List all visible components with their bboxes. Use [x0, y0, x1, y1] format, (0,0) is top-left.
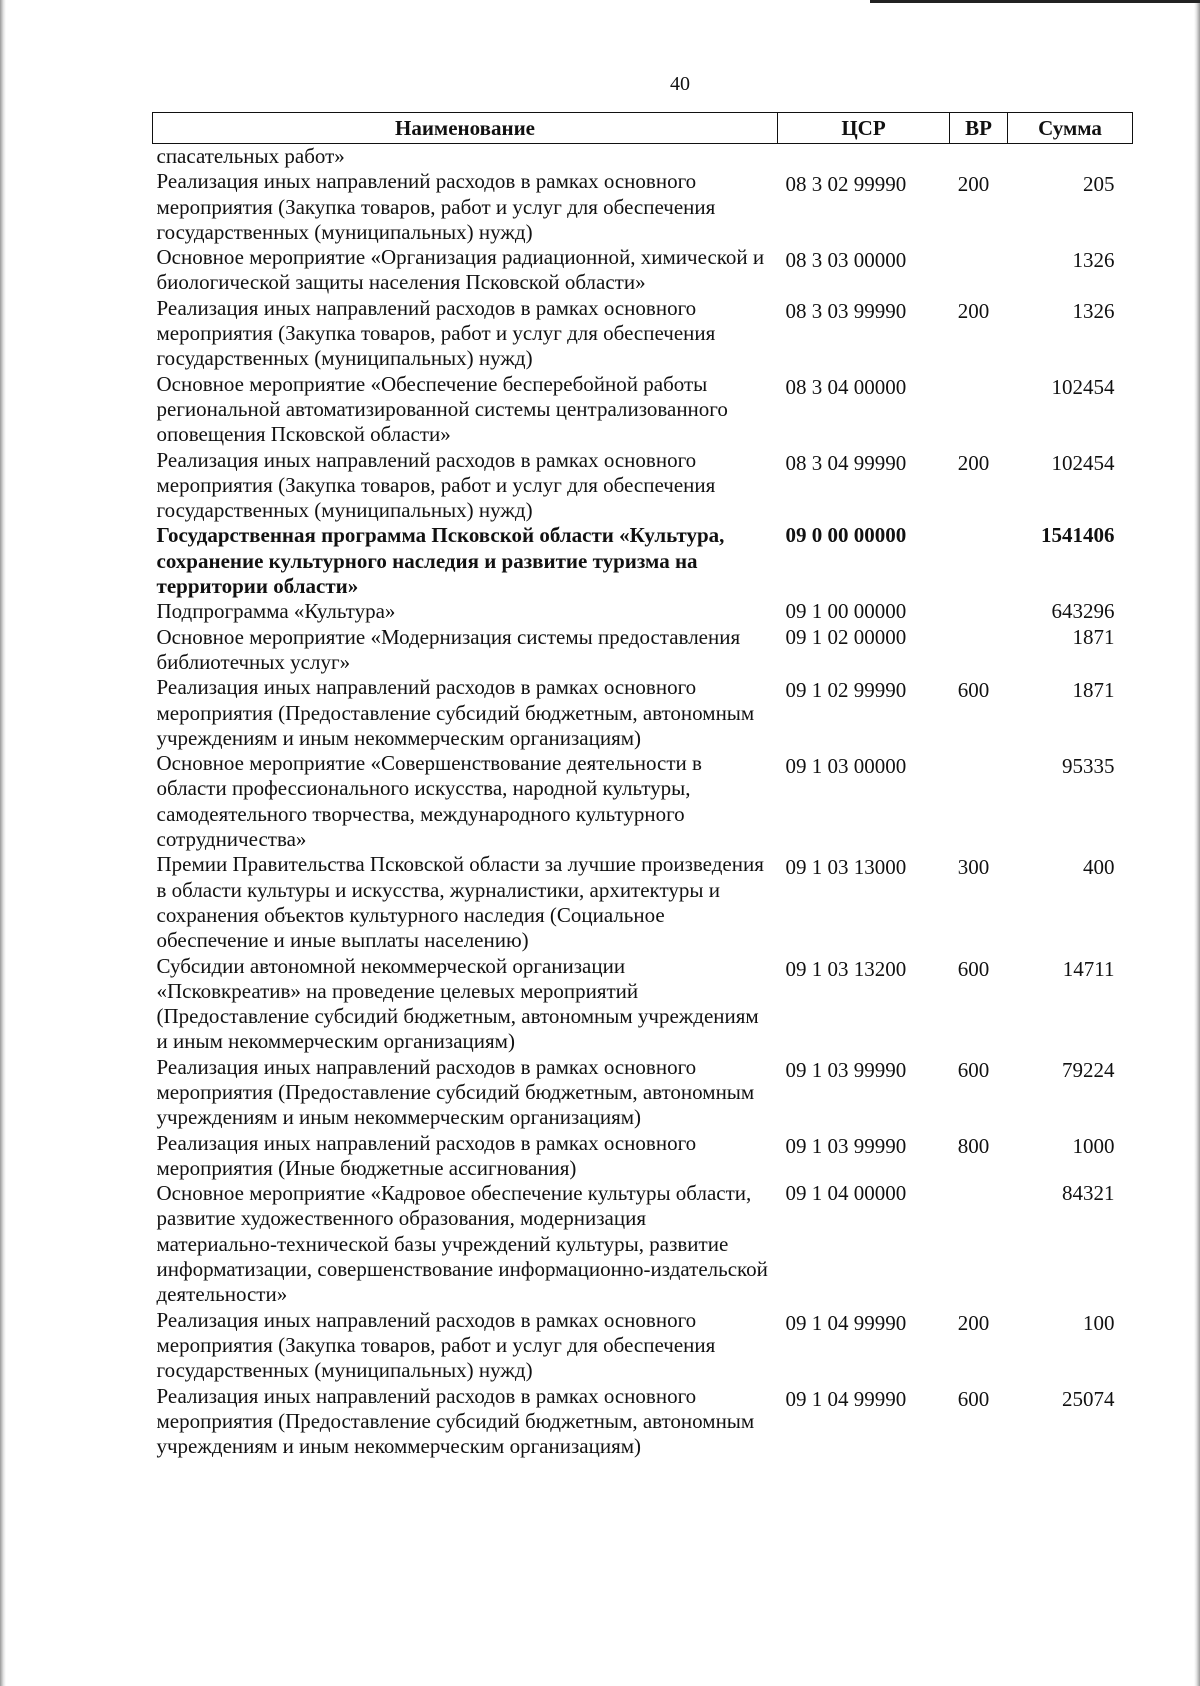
table-row	[153, 675, 1133, 751]
table-row	[153, 625, 1133, 676]
scan-edge-left	[0, 0, 6, 1686]
row-csr-cell: 09 1 00 00000	[785, 599, 907, 624]
row-csr-cell: 09 0 00 00000	[785, 523, 907, 548]
row-name-cell: Реализация иных направлений расходов в рамках основного мероприятия (Закупка товаров, работ и услуг для обеспечения государственных (муниципальных) нужд)	[156, 295, 716, 371]
row-vr-cell: 600	[957, 678, 990, 703]
scan-edge-right	[1194, 0, 1200, 1686]
row-csr-cell: 09 1 02 00000	[785, 624, 907, 649]
row-name-cell: Премии Правительства Псковской области за лучшие произведения в области культуры и искусства, журналистики, архитектуры и сохранения объектов культурного наследия (Социальное обеспечение и иные выплаты населению)	[156, 852, 764, 953]
row-csr-cell: 09 1 04 99990	[785, 1386, 907, 1411]
row-sum-cell: 1000	[1072, 1133, 1115, 1158]
row-name-cell: Основное мероприятие «Совершенствование деятельности в области профессионального искусства, народной культуры, самодеятельного творчества, международного культурного сотрудничества»	[156, 751, 702, 852]
table-row	[153, 169, 1133, 245]
table-row	[153, 599, 1133, 624]
row-name-cell: спасательных работ»	[156, 144, 345, 168]
row-name-cell: Реализация иных направлений расходов в рамках основного мероприятия (Предоставление субсидий бюджетным, автономным учреждениям и иным некоммерческим организациям)	[156, 675, 755, 750]
row-csr-cell: 08 3 04 00000	[785, 374, 907, 399]
row-csr-cell: 09 1 04 99990	[785, 1310, 907, 1335]
page-number: 40	[670, 73, 690, 95]
row-csr-cell: 09 1 03 00000	[785, 754, 907, 779]
row-sum-cell: 25074	[1062, 1386, 1115, 1411]
table-row	[153, 1181, 1133, 1307]
row-vr-cell: 800	[957, 1133, 990, 1158]
row-sum-cell: 400	[1083, 855, 1115, 880]
row-csr-cell: 09 1 03 13200	[785, 956, 907, 981]
row-name-cell: Реализация иных направлений расходов в рамках основного мероприятия (Предоставление субсидий бюджетным, автономным учреждениям и иным некоммерческим организациям)	[156, 1054, 755, 1130]
row-sum-cell: 643296	[1051, 599, 1115, 624]
table-row	[153, 245, 1133, 296]
table-row	[153, 372, 1133, 448]
table-row	[153, 296, 1133, 372]
row-name-cell: Реализация иных направлений расходов в рамках основного мероприятия (Закупка товаров, работ и услуг для обеспечения государственных (муниципальных) нужд)	[156, 169, 716, 244]
row-csr-cell: 08 3 03 99990	[785, 298, 907, 323]
row-vr-cell	[950, 523, 1008, 599]
row-vr-cell	[950, 144, 1008, 170]
row-sum-cell: 1541406	[1041, 523, 1115, 548]
row-csr-cell: 09 1 03 99990	[785, 1133, 907, 1158]
row-csr-cell: 09 1 02 99990	[785, 678, 907, 703]
header-sum: Сумма	[1008, 113, 1133, 144]
table-row	[153, 144, 1133, 170]
row-vr-cell	[950, 625, 1008, 676]
row-sum-cell: 1326	[1072, 298, 1115, 323]
row-vr-cell: 600	[957, 956, 990, 981]
row-sum-cell: 79224	[1062, 1057, 1115, 1082]
scan-edge-top	[870, 0, 1200, 3]
row-vr-cell	[950, 1181, 1008, 1307]
row-vr-cell	[950, 751, 1008, 852]
row-csr-cell: 09 1 04 00000	[785, 1181, 907, 1206]
row-sum-cell: 205	[1083, 172, 1115, 197]
header-csr: ЦСР	[778, 113, 950, 144]
row-csr-cell: 09 1 03 99990	[785, 1057, 907, 1082]
table-row	[153, 523, 1133, 599]
row-vr-cell: 200	[957, 298, 990, 323]
row-sum-cell: 1326	[1072, 248, 1115, 273]
row-csr-cell: 08 3 02 99990	[785, 172, 907, 197]
row-vr-cell: 600	[957, 1057, 990, 1082]
row-name-cell: Основное мероприятие «Модернизация системы предоставления библиотечных услуг»	[156, 624, 741, 674]
header-vr: ВР	[950, 113, 1008, 144]
row-csr-cell	[778, 144, 950, 170]
table-header-row	[153, 113, 1133, 144]
row-name-cell: Государственная программа Псковской области «Культура, сохранение культурного наследия и развитие туризма на территории области»	[156, 523, 725, 599]
row-name-cell: Основное мероприятие «Организация радиационной, химической и биологической защиты населения Псковской области»	[156, 245, 765, 295]
row-sum-cell	[1008, 144, 1133, 170]
table-body	[153, 144, 1133, 1460]
row-name-cell: Основное мероприятие «Обеспечение бесперебойной работы региональной автоматизированной системы централизованного оповещения Псковской области»	[156, 371, 728, 447]
header-name: Наименование	[153, 113, 778, 144]
budget-table	[152, 112, 1132, 1459]
row-vr-cell: 200	[957, 450, 990, 475]
row-vr-cell: 200	[957, 1310, 990, 1335]
row-sum-cell: 102454	[1051, 450, 1115, 475]
row-csr-cell: 08 3 03 00000	[785, 248, 907, 273]
table-row	[153, 751, 1133, 852]
row-vr-cell	[950, 599, 1008, 624]
row-vr-cell	[950, 245, 1008, 296]
row-sum-cell: 1871	[1072, 624, 1115, 649]
table-row	[153, 954, 1133, 1055]
row-vr-cell: 600	[957, 1386, 990, 1411]
row-vr-cell: 300	[957, 855, 990, 880]
row-sum-cell: 95335	[1062, 754, 1115, 779]
row-sum-cell: 102454	[1051, 374, 1115, 399]
row-name-cell: Реализация иных направлений расходов в рамках основного мероприятия (Закупка товаров, работ и услуг для обеспечения государственных (муниципальных) нужд)	[156, 1307, 716, 1383]
table-row	[153, 1055, 1133, 1131]
row-vr-cell	[950, 372, 1008, 448]
row-csr-cell: 09 1 03 13000	[785, 855, 907, 880]
row-sum-cell: 1871	[1072, 678, 1115, 703]
row-name-cell: Реализация иных направлений расходов в рамках основного мероприятия (Предоставление субсидий бюджетным, автономным учреждениям и иным некоммерческим организациям)	[156, 1383, 755, 1459]
row-name-cell: Реализация иных направлений расходов в рамках основного мероприятия (Закупка товаров, работ и услуг для обеспечения государственных (муниципальных) нужд)	[156, 447, 716, 523]
row-name-cell: Подпрограмма «Культура»	[156, 599, 396, 624]
row-csr-cell: 08 3 04 99990	[785, 450, 907, 475]
row-vr-cell: 200	[957, 172, 990, 197]
row-name-cell: Субсидии автономной некоммерческой организации «Псковкреатив» на проведение целевых мероприятий (Предоставление субсидий бюджетным, автономным учреждениям и иным некоммерческим организациям)	[156, 953, 759, 1054]
row-sum-cell: 84321	[1062, 1181, 1115, 1206]
row-name-cell: Реализация иных направлений расходов в рамках основного мероприятия (Иные бюджетные ассигнования)	[156, 1130, 697, 1180]
table-row	[153, 1384, 1133, 1460]
row-name-cell: Основное мероприятие «Кадровое обеспечение культуры области, развитие художественного образования, модернизация материально-технической базы учреждений культуры, развитие информатизации, совершенствование информационно-издательской деятельности»	[156, 1181, 768, 1307]
table-row	[153, 1131, 1133, 1182]
row-sum-cell: 100	[1083, 1310, 1115, 1335]
table-row	[153, 852, 1133, 953]
table-row	[153, 448, 1133, 524]
table-row	[153, 1308, 1133, 1384]
row-sum-cell: 14711	[1062, 956, 1115, 981]
